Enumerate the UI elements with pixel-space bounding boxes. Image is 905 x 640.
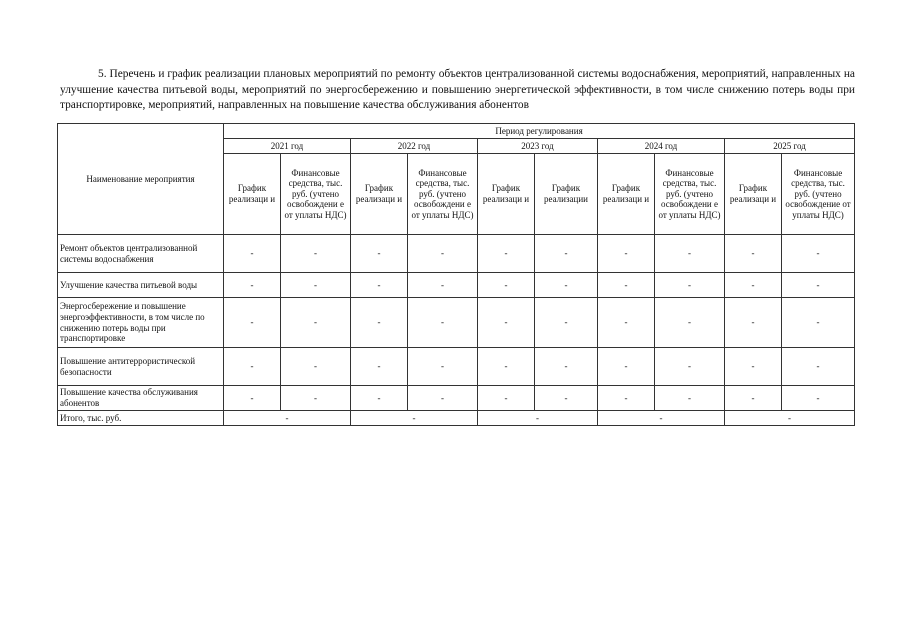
table-cell: - xyxy=(478,348,535,386)
table-row xyxy=(58,235,855,273)
table-cell: - xyxy=(281,273,351,298)
table-cell: - xyxy=(351,348,408,386)
section-heading: 5. Перечень и график реализации плановых мероприятий по ремонту объектов централизованной системы водоснабжения, мероприятий, направленных на улучшение качества питьевой воды, мероприятий по энергосбережению и повышению энергетической эффективности, в том числе снижению потерь воды при транспортировке, мероприятий, направленных на повышение качества обслуживания абонентов xyxy=(60,68,855,111)
subheader-schedule: График реализаци и xyxy=(725,154,782,235)
table-cell: - xyxy=(351,298,408,348)
table-cell: - xyxy=(725,273,782,298)
table-cell: - xyxy=(725,386,782,411)
total-row xyxy=(58,411,855,426)
table-cell: - xyxy=(408,273,478,298)
table-cell: - xyxy=(782,298,855,348)
year-header-2023: 2023 год xyxy=(478,139,598,154)
name-column-header: Наименование мероприятия xyxy=(58,124,224,235)
row-name: Повышение антитеррористической безопасности xyxy=(58,348,224,386)
table-cell: - xyxy=(655,298,725,348)
total-cell-2022: - xyxy=(351,411,478,426)
table-cell: - xyxy=(478,386,535,411)
table-cell: - xyxy=(655,386,725,411)
table-cell: - xyxy=(224,235,281,273)
subheader-schedule: График реализаци и xyxy=(598,154,655,235)
subheader-schedule: График реализации xyxy=(535,154,598,235)
total-cell-2021: - xyxy=(224,411,351,426)
subheader-finance: Финансовые средства, тыс. руб. (учтено освобождени е от уплаты НДС) xyxy=(655,154,725,235)
table-cell: - xyxy=(224,386,281,411)
table-cell: - xyxy=(782,386,855,411)
table-row xyxy=(58,348,855,386)
period-header: Период регулирования xyxy=(224,124,855,139)
table-cell: - xyxy=(535,235,598,273)
table-cell: - xyxy=(224,273,281,298)
table-cell: - xyxy=(725,298,782,348)
table-cell: - xyxy=(281,298,351,348)
table-cell: - xyxy=(782,348,855,386)
table-row xyxy=(58,386,855,411)
table-cell: - xyxy=(725,348,782,386)
row-name: Улучшение качества питьевой воды xyxy=(58,273,224,298)
subheader-schedule: График реализаци и xyxy=(478,154,535,235)
subheader-finance: Финансовые средства, тыс. руб. (учтено освобождени е от уплаты НДС) xyxy=(281,154,351,235)
table-cell: - xyxy=(655,235,725,273)
table-cell: - xyxy=(598,298,655,348)
table-cell: - xyxy=(351,386,408,411)
plan-table xyxy=(57,123,855,426)
table-cell: - xyxy=(535,386,598,411)
table-cell: - xyxy=(408,298,478,348)
table-cell: - xyxy=(782,235,855,273)
table-cell: - xyxy=(598,235,655,273)
table-cell: - xyxy=(478,235,535,273)
table-cell: - xyxy=(281,348,351,386)
table-cell: - xyxy=(281,386,351,411)
year-header-2022: 2022 год xyxy=(351,139,478,154)
table-cell: - xyxy=(598,348,655,386)
table-cell: - xyxy=(224,348,281,386)
subheader-schedule: График реализаци и xyxy=(351,154,408,235)
table-cell: - xyxy=(408,235,478,273)
year-header-2025: 2025 год xyxy=(725,139,855,154)
table-cell: - xyxy=(478,298,535,348)
table-cell: - xyxy=(655,273,725,298)
total-label: Итого, тыс. руб. xyxy=(58,411,224,426)
total-cell-2023: - xyxy=(478,411,598,426)
year-header-2024: 2024 год xyxy=(598,139,725,154)
subheader-schedule: График реализаци и xyxy=(224,154,281,235)
table-cell: - xyxy=(598,273,655,298)
subheader-finance: Финансовые средства, тыс. руб. (учтено освобождение от уплаты НДС) xyxy=(782,154,855,235)
table-cell: - xyxy=(535,273,598,298)
row-name: Повышение качества обслуживания абонентов xyxy=(58,386,224,411)
row-name: Энергосбережение и повышение энергоэффективности, в том числе по снижению потерь воды при транспортировке xyxy=(58,298,224,348)
table-row xyxy=(58,298,855,348)
year-header-2021: 2021 год xyxy=(224,139,351,154)
total-cell-2024: - xyxy=(598,411,725,426)
table-cell: - xyxy=(408,386,478,411)
table-row xyxy=(58,273,855,298)
table-cell: - xyxy=(224,298,281,348)
table-cell: - xyxy=(598,386,655,411)
table-cell: - xyxy=(535,298,598,348)
table-cell: - xyxy=(408,348,478,386)
subheader-finance: Финансовые средства, тыс. руб. (учтено освобождени е от уплаты НДС) xyxy=(408,154,478,235)
table-cell: - xyxy=(351,273,408,298)
table-cell: - xyxy=(655,348,725,386)
table-cell: - xyxy=(782,273,855,298)
table-cell: - xyxy=(725,235,782,273)
table-cell: - xyxy=(535,348,598,386)
total-cell-2025: - xyxy=(725,411,855,426)
table-cell: - xyxy=(478,273,535,298)
table-cell: - xyxy=(281,235,351,273)
table-cell: - xyxy=(351,235,408,273)
row-name: Ремонт объектов централизованной системы водоснабжения xyxy=(58,235,224,273)
